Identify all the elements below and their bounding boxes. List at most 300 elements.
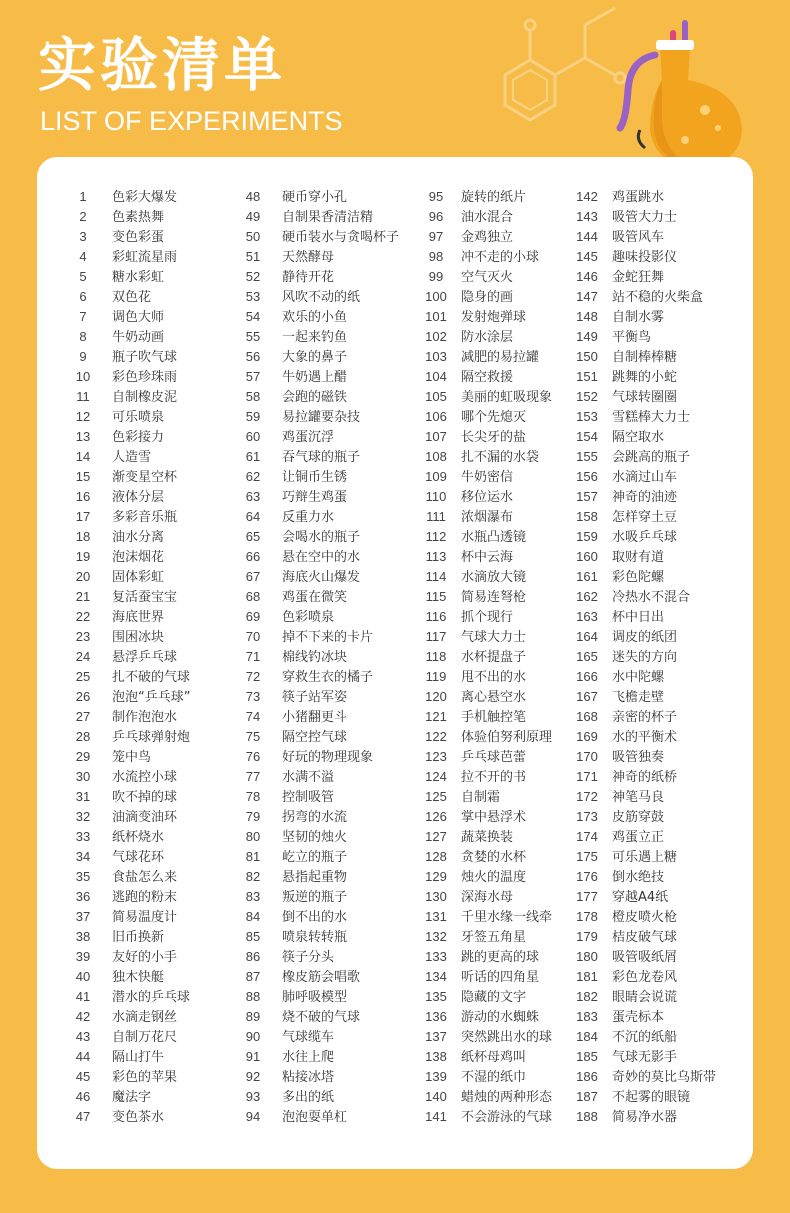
experiment-number: 145 [576,249,598,264]
experiment-number: 68 [245,589,261,604]
experiment-number: 174 [576,829,598,844]
experiment-number: 161 [576,569,598,584]
experiment-item [68,507,190,527]
experiment-item [238,807,399,827]
experiment-name: 反重力水 [282,510,335,525]
experiment-item [572,807,716,827]
experiment-number: 184 [576,1029,598,1044]
experiment-number: 110 [425,489,447,504]
experiment-name: 冷热水不混合 [612,590,691,605]
experiment-name: 大象的鼻子 [282,350,348,365]
experiment-item [68,327,190,347]
experiment-item [572,727,716,747]
experiment-name: 长尖牙的盐 [461,430,527,445]
experiment-number: 83 [245,889,261,904]
experiment-number: 139 [425,1069,447,1084]
experiment-name: 易拉罐要杂技 [282,410,361,425]
experiment-item [421,687,552,707]
experiment-name: 金蛇狂舞 [612,270,665,285]
experiment-number: 109 [425,469,447,484]
experiment-name: 色素热舞 [112,210,165,225]
experiment-name: 一起来钓鱼 [282,330,348,345]
experiment-item [238,487,399,507]
experiment-number: 182 [576,989,598,1004]
experiment-number: 65 [245,529,261,544]
experiment-number: 154 [576,429,598,444]
experiment-name: 硬币装水与贪喝杯子 [282,230,400,245]
experiment-number: 31 [75,789,91,804]
experiment-name: 游动的水蜘蛛 [461,1010,540,1025]
experiment-number: 53 [245,289,261,304]
experiment-item [238,1047,399,1067]
experiment-number: 129 [425,869,447,884]
experiment-item [572,627,716,647]
experiment-name: 甩不出的水 [461,670,527,685]
experiment-number: 141 [425,1109,447,1124]
experiment-number: 46 [75,1089,91,1104]
experiment-name: 油水分离 [112,530,165,545]
experiment-name: 金鸡独立 [461,230,514,245]
experiment-number: 162 [576,589,598,604]
experiment-item [421,967,552,987]
experiment-number: 29 [75,749,91,764]
experiment-number: 144 [576,229,598,244]
experiment-item [421,187,552,207]
experiment-name: 坚韧的烛火 [282,830,348,845]
experiment-name: 掌中悬浮术 [461,810,527,825]
experiment-number: 103 [425,349,447,364]
experiment-item [572,327,716,347]
page-title: 实验清单 [38,31,287,99]
experiment-number: 12 [75,409,91,424]
experiment-item [68,827,190,847]
experiment-number: 74 [245,709,261,724]
experiment-item [68,287,190,307]
experiment-name: 穿越A4纸 [612,890,669,905]
experiment-name: 自制水雾 [612,310,665,325]
experiment-number: 132 [425,929,447,944]
experiment-name: 多出的纸 [282,1090,335,1105]
experiment-name: 倒不出的水 [282,910,348,925]
experiment-name: 制作泡泡水 [112,710,178,725]
experiment-name: 神奇的纸桥 [612,770,678,785]
experiment-name: 蛋壳标本 [612,1010,665,1025]
experiment-name: 天然酵母 [282,250,335,265]
experiment-name: 悬指起重物 [282,870,348,885]
experiment-name: 棉线钓冰块 [282,650,348,665]
experiment-name: 扎不破的气球 [112,670,191,685]
experiment-number: 147 [576,289,598,304]
experiment-name: 跳的更高的球 [461,950,540,965]
experiment-number: 181 [576,969,598,984]
experiment-number: 17 [75,509,91,524]
experiment-item [238,547,399,567]
experiment-item [572,267,716,287]
experiment-item [421,247,552,267]
experiment-name: 水滴走钢丝 [112,1010,178,1025]
experiment-name: 喷泉转转瓶 [282,930,348,945]
experiment-number: 45 [75,1069,91,1084]
experiment-item [421,827,552,847]
experiment-item [238,347,399,367]
experiment-number: 92 [245,1069,261,1084]
experiment-item [421,1047,552,1067]
experiment-name: 会跳高的瓶子 [612,450,691,465]
experiment-number: 157 [576,489,598,504]
experiment-number: 113 [425,549,447,564]
experiment-name: 笼中鸟 [112,750,152,765]
experiment-number: 30 [75,769,91,784]
experiment-name: 雪糕棒大力士 [612,410,691,425]
experiment-number: 121 [425,709,447,724]
experiment-number: 22 [75,609,91,624]
experiment-number: 112 [425,529,447,544]
experiment-number: 3 [79,229,87,244]
experiment-number: 114 [425,569,447,584]
experiment-name: 液体分层 [112,490,165,505]
experiment-name: 围困冰块 [112,630,165,645]
experiment-number: 52 [245,269,261,284]
experiment-name: 隔空救援 [461,370,514,385]
experiment-name: 空气灭火 [461,270,514,285]
experiment-item [238,947,399,967]
experiment-number: 187 [576,1089,598,1104]
experiment-number: 124 [425,769,447,784]
experiment-number: 72 [245,669,261,684]
experiment-item [68,907,190,927]
experiment-name: 杯中云海 [461,550,514,565]
experiment-name: 气球转圈圈 [612,390,678,405]
experiment-number: 87 [245,969,261,984]
experiment-name: 怎样穿土豆 [612,510,678,525]
experiment-name: 烛火的温度 [461,870,527,885]
experiment-name: 隔空取水 [612,430,665,445]
experiment-name: 平衡鸟 [612,330,652,345]
experiment-number: 131 [425,909,447,924]
experiment-number: 24 [75,649,91,664]
experiment-item [68,567,190,587]
experiment-item [572,1007,716,1027]
experiment-number: 7 [79,309,87,324]
experiment-item [238,427,399,447]
experiment-number: 107 [425,429,447,444]
experiment-name: 隐藏的文字 [461,990,527,1005]
experiment-number: 137 [425,1029,447,1044]
experiment-name: 深海水母 [461,890,514,905]
experiment-name: 旋转的纸片 [461,190,527,205]
experiment-number: 43 [75,1029,91,1044]
experiment-item [572,767,716,787]
experiment-item [68,447,190,467]
experiment-item [238,707,399,727]
experiment-number: 163 [576,609,598,624]
experiment-name: 鸡蛋在微笑 [282,590,348,605]
experiment-name: 站不稳的火柴盒 [612,290,704,305]
experiment-number: 21 [75,589,91,604]
experiment-item [421,787,552,807]
experiment-column-2 [238,187,399,1127]
experiment-name: 橡皮筋会唱歌 [282,970,361,985]
experiment-number: 100 [425,289,447,304]
experiment-item [572,647,716,667]
experiment-number: 140 [425,1089,447,1104]
page-subtitle: LIST OF EXPERIMENTS [40,106,343,136]
experiment-name: 水往上爬 [282,1050,335,1065]
experiment-name: 听话的四角星 [461,970,540,985]
experiment-item [68,627,190,647]
experiment-number: 63 [245,489,261,504]
experiment-number: 177 [576,889,598,904]
experiment-item [68,1087,190,1107]
experiment-name: 气球大力士 [461,630,527,645]
experiment-name: 魔法字 [112,1090,152,1105]
experiment-name: 吞气球的瓶子 [282,450,361,465]
experiment-name: 悬在空中的水 [282,550,361,565]
experiment-number: 179 [576,929,598,944]
experiment-name: 屹立的瓶子 [282,850,348,865]
experiment-number: 90 [245,1029,261,1044]
experiment-number: 14 [75,449,91,464]
experiment-name: 神奇的油迹 [612,490,678,505]
experiment-number: 16 [75,489,91,504]
experiment-number: 69 [245,609,261,624]
experiment-name: 彩色陀螺 [612,570,665,585]
experiment-name: 突然跳出水的球 [461,1030,553,1045]
experiment-name: 渐变星空杯 [112,470,178,485]
experiment-name: 肺呼吸模型 [282,990,348,1005]
experiment-item [68,647,190,667]
experiment-name: 拉不开的书 [461,770,527,785]
experiment-name: 水的平衡术 [612,730,678,745]
experiment-item [421,727,552,747]
experiment-number: 35 [75,869,91,884]
experiment-item [68,387,190,407]
experiment-name: 让铜币生锈 [282,470,348,485]
experiment-number: 94 [245,1109,261,1124]
experiment-number: 55 [245,329,261,344]
experiment-item [68,347,190,367]
experiment-number: 143 [576,209,598,224]
experiment-item [572,607,716,627]
experiment-number: 135 [425,989,447,1004]
experiment-number: 73 [245,689,261,704]
experiment-name: 简易净水器 [612,1110,678,1125]
experiment-number: 58 [245,389,261,404]
experiment-item [421,347,552,367]
experiment-name: 亲密的杯子 [612,710,678,725]
experiment-name: 油水混合 [461,210,514,225]
experiment-number: 128 [425,849,447,864]
experiment-item [421,847,552,867]
experiment-name: 粘接冰塔 [282,1070,335,1085]
experiment-number: 4 [79,249,87,264]
experiment-item [421,407,552,427]
experiment-name: 神笔马良 [612,790,665,805]
experiment-number: 105 [425,389,447,404]
experiment-item [68,947,190,967]
experiment-item [421,647,552,667]
experiment-number: 27 [75,709,91,724]
experiment-number: 178 [576,909,598,924]
experiment-item [68,727,190,747]
experiment-name: 奇妙的莫比乌斯带 [612,1070,717,1085]
experiment-name: 风吹不动的纸 [282,290,361,305]
experiment-number: 54 [245,309,261,324]
experiment-item [238,507,399,527]
experiment-name: 吸管吸纸屑 [612,950,678,965]
experiment-item [421,567,552,587]
experiment-name: 气球无影手 [612,1050,678,1065]
experiment-number: 118 [425,649,447,664]
experiment-number: 116 [425,609,447,624]
experiment-number: 57 [245,369,261,384]
experiment-item [421,447,552,467]
experiment-item [421,1067,552,1087]
experiment-item [572,407,716,427]
experiment-number: 86 [245,949,261,964]
experiment-number: 51 [245,249,261,264]
experiment-number: 125 [425,789,447,804]
experiment-name: 防水涂层 [461,330,514,345]
experiment-number: 18 [75,529,91,544]
experiment-item [572,507,716,527]
experiment-number: 167 [576,689,598,704]
experiment-item [421,1087,552,1107]
experiment-number: 23 [75,629,91,644]
experiment-name: 变色彩蛋 [112,230,165,245]
experiment-name: 趣味投影仪 [612,250,678,265]
experiment-item [238,1007,399,1027]
experiment-number: 28 [75,729,91,744]
experiment-number: 48 [245,189,261,204]
experiment-name: 吸管独奏 [612,750,665,765]
experiment-name: 纸杯烧水 [112,830,165,845]
experiment-name: 好玩的物理现象 [282,750,374,765]
experiment-number: 133 [425,949,447,964]
experiment-item [572,527,716,547]
experiment-name: 桔皮破气球 [612,930,678,945]
experiment-name: 隐身的画 [461,290,514,305]
experiment-number: 88 [245,989,261,1004]
experiment-name: 气球缆车 [282,1030,335,1045]
experiment-number: 153 [576,409,598,424]
experiment-item [238,267,399,287]
experiment-name: 不会游泳的气球 [461,1110,553,1125]
experiment-name: 鸡蛋跳水 [612,190,665,205]
experiment-item [68,467,190,487]
experiment-column-3 [421,187,552,1127]
experiment-name: 烧不破的气球 [282,1010,361,1025]
experiment-name: 气球花环 [112,850,165,865]
experiment-item [421,767,552,787]
experiment-item [238,887,399,907]
experiment-name: 贪婪的水杯 [461,850,527,865]
experiment-name: 鸡蛋沉浮 [282,430,335,445]
experiment-item [238,1087,399,1107]
experiment-number: 47 [75,1109,91,1124]
experiment-number: 108 [425,449,447,464]
experiment-item [421,207,552,227]
experiment-name: 多彩音乐瓶 [112,510,178,525]
experiment-name: 简易连弩枪 [461,590,527,605]
experiment-number: 156 [576,469,598,484]
experiment-name: 调皮的纸团 [612,630,678,645]
experiment-name: 乒乓球弹射炮 [112,730,191,745]
experiment-item [572,447,716,467]
experiment-item [238,607,399,627]
experiment-name: 水中陀螺 [612,670,665,685]
experiment-item [421,747,552,767]
experiment-item [421,1107,552,1127]
experiment-name: 牛奶动画 [112,330,165,345]
experiment-item [572,347,716,367]
experiment-name: 自制万花尺 [112,1030,178,1045]
experiment-name: 糖水彩虹 [112,270,165,285]
experiment-item [421,427,552,447]
experiment-item [572,547,716,567]
experiment-number: 19 [75,549,91,564]
experiment-name: 发射炮弹球 [461,310,527,325]
experiment-name: 拐弯的水流 [282,810,348,825]
experiment-name: 海底火山爆发 [282,570,361,585]
experiment-number: 79 [245,809,261,824]
experiment-name: 自制霜 [461,790,501,805]
experiment-name: 食盐怎么来 [112,870,178,885]
experiment-name: 可乐遇上糖 [612,850,678,865]
experiment-number: 81 [245,849,261,864]
experiment-item [421,227,552,247]
experiment-number: 101 [425,309,447,324]
experiment-number: 70 [245,629,261,644]
experiment-item [421,267,552,287]
experiment-name: 人造雪 [112,450,152,465]
experiment-name: 吸管大力士 [612,210,678,225]
experiment-number: 26 [75,689,91,704]
experiment-number: 130 [425,889,447,904]
experiment-name: 悬浮乒乓球 [112,650,178,665]
experiment-item [572,987,716,1007]
experiment-number: 170 [576,749,598,764]
experiment-item [68,1067,190,1087]
experiment-name: 抓个现行 [461,610,514,625]
experiment-item [68,487,190,507]
experiment-number: 95 [428,189,444,204]
experiment-name: 飞檐走壁 [612,690,665,705]
experiment-item [572,187,716,207]
experiment-number: 71 [245,649,261,664]
experiment-item [68,1107,190,1127]
experiment-item [68,867,190,887]
experiment-name: 离心悬空水 [461,690,527,705]
experiment-name: 水滴放大镜 [461,570,527,585]
experiment-item [572,227,716,247]
experiment-name: 取财有道 [612,550,665,565]
experiment-item [572,867,716,887]
experiment-number: 146 [576,269,598,284]
experiment-item [421,507,552,527]
experiment-item [238,727,399,747]
experiment-item [238,187,399,207]
experiment-number: 44 [75,1049,91,1064]
experiment-item [421,947,552,967]
experiment-name: 彩色珍珠雨 [112,370,178,385]
experiment-item [421,467,552,487]
experiment-item [572,387,716,407]
experiment-number: 41 [75,989,91,1004]
experiment-item [68,267,190,287]
experiment-item [238,587,399,607]
experiment-name: 吸管风车 [612,230,665,245]
